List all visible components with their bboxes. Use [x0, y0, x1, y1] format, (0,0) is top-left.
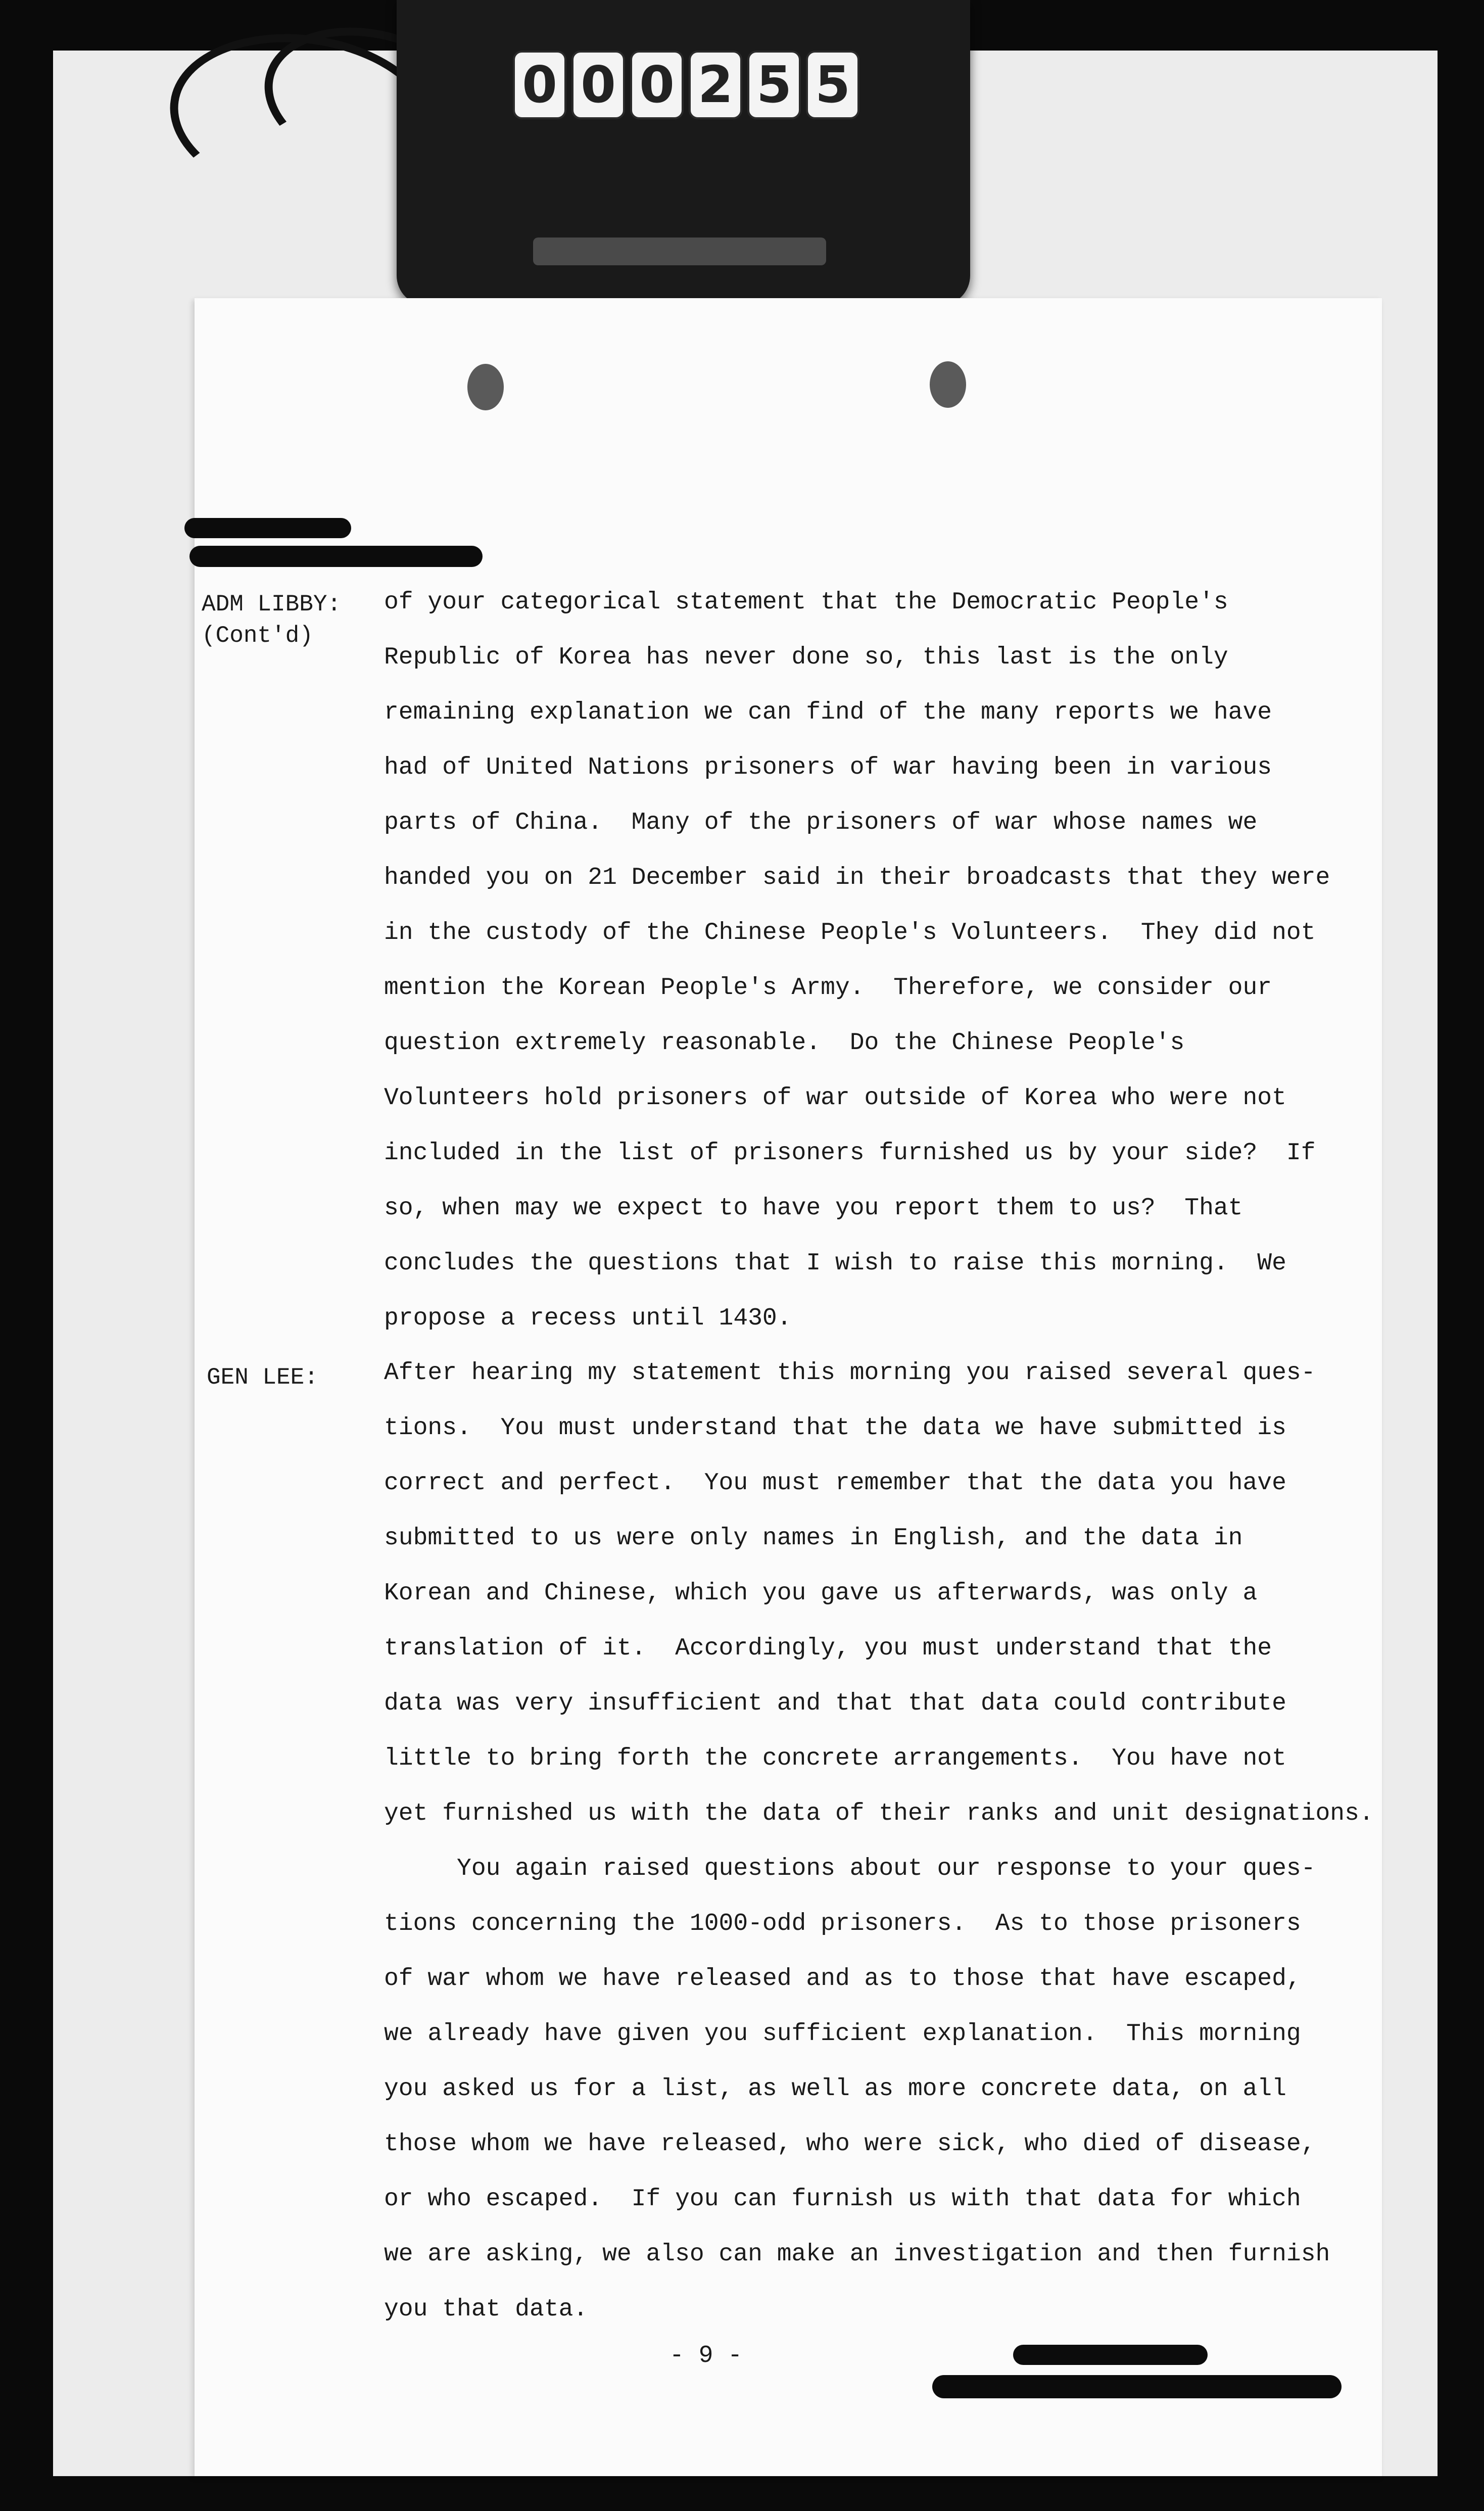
transcript-line: parts of China. Many of the prisoners of war whose names we	[384, 809, 1258, 836]
transcript-line: After hearing my statement this morning you raised several ques-	[384, 1359, 1316, 1387]
frame-counter-display	[513, 51, 859, 119]
speaker-continuation-label: (Cont'd)	[202, 623, 313, 649]
transcript-line: Volunteers hold prisoners of war outside of Korea who were not	[384, 1084, 1286, 1112]
transcript-line: submitted to us were only names in English, and the data in	[384, 1525, 1243, 1552]
counter-digit: 0	[513, 51, 566, 119]
transcript-line: correct and perfect. You must remember that the data you have	[384, 1470, 1286, 1497]
speaker-label: GEN LEE:	[207, 1364, 318, 1391]
transcript-line: in the custody of the Chinese People's Volunteers. They did not	[384, 919, 1316, 946]
transcript-line: yet furnished us with the data of their ranks and unit designations.	[384, 1800, 1374, 1827]
transcript-line: little to bring forth the concrete arrangements. You have not	[384, 1745, 1286, 1772]
transcript-line: Republic of Korea has never done so, this last is the only	[384, 644, 1228, 671]
punch-hole	[467, 364, 504, 410]
transcript-line: handed you on 21 December said in their broadcasts that they were	[384, 864, 1330, 891]
counter-digit: 0	[571, 51, 625, 119]
transcript-line: those whom we have released, who were sick, who died of disease,	[384, 2130, 1316, 2158]
transcript-line: propose a recess until 1430.	[384, 1305, 792, 1332]
transcript-line: tions. You must understand that the data we have submitted is	[384, 1414, 1286, 1442]
transcript-line: or who escaped. If you can furnish us with that data for which	[384, 2186, 1301, 2213]
counter-digit: 5	[747, 51, 801, 119]
page-number: - 9 -	[669, 2342, 743, 2370]
transcript-line: tions concerning the 1000-odd prisoners. As to those prisoners	[384, 1910, 1301, 1937]
transcript-line: translation of it. Accordingly, you must understand that the	[384, 1635, 1272, 1662]
redacted-classification-marking	[932, 2375, 1342, 2398]
redacted-classification-marking	[1013, 2345, 1208, 2365]
counter-digit: 0	[630, 51, 684, 119]
counter-digit: 2	[689, 51, 742, 119]
redacted-classification-marking	[184, 518, 351, 538]
transcript-line: data was very insufficient and that that data could contribute	[384, 1690, 1286, 1717]
counter-digit: 5	[806, 51, 859, 119]
transcript-line: of war whom we have released and as to those that have escaped,	[384, 1965, 1301, 1993]
punch-hole	[930, 361, 966, 408]
transcript-line: mention the Korean People's Army. Therefore, we consider our	[384, 974, 1272, 1002]
transcript-line: question extremely reasonable. Do the Chinese People's	[384, 1029, 1185, 1057]
document-page	[195, 298, 1382, 2476]
transcript-line: you that data.	[384, 2296, 588, 2323]
redacted-classification-marking	[189, 546, 483, 567]
transcript-line: so, when may we expect to have you report them to us? That	[384, 1195, 1243, 1222]
transcript-line: you asked us for a list, as well as more concrete data, on all	[384, 2075, 1286, 2103]
transcript-line: we already have given you sufficient explanation. This morning	[384, 2020, 1301, 2048]
transcript-line: concludes the questions that I wish to raise this morning. We	[384, 1250, 1286, 1277]
counter-plate	[533, 238, 826, 265]
transcript-line: Korean and Chinese, which you gave us afterwards, was only a	[384, 1580, 1258, 1607]
speaker-label: ADM LIBBY:	[202, 591, 342, 618]
transcript-line: had of United Nations prisoners of war having been in various	[384, 754, 1272, 781]
transcript-line: included in the list of prisoners furnished us by your side? If	[384, 1140, 1316, 1167]
transcript-line: You again raised questions about our response to your ques-	[384, 1855, 1316, 1882]
transcript-line: we are asking, we also can make an investigation and then furnish	[384, 2241, 1330, 2268]
transcript-line: of your categorical statement that the Democratic People's	[384, 589, 1228, 616]
transcript-line: remaining explanation we can find of the many reports we have	[384, 699, 1272, 726]
